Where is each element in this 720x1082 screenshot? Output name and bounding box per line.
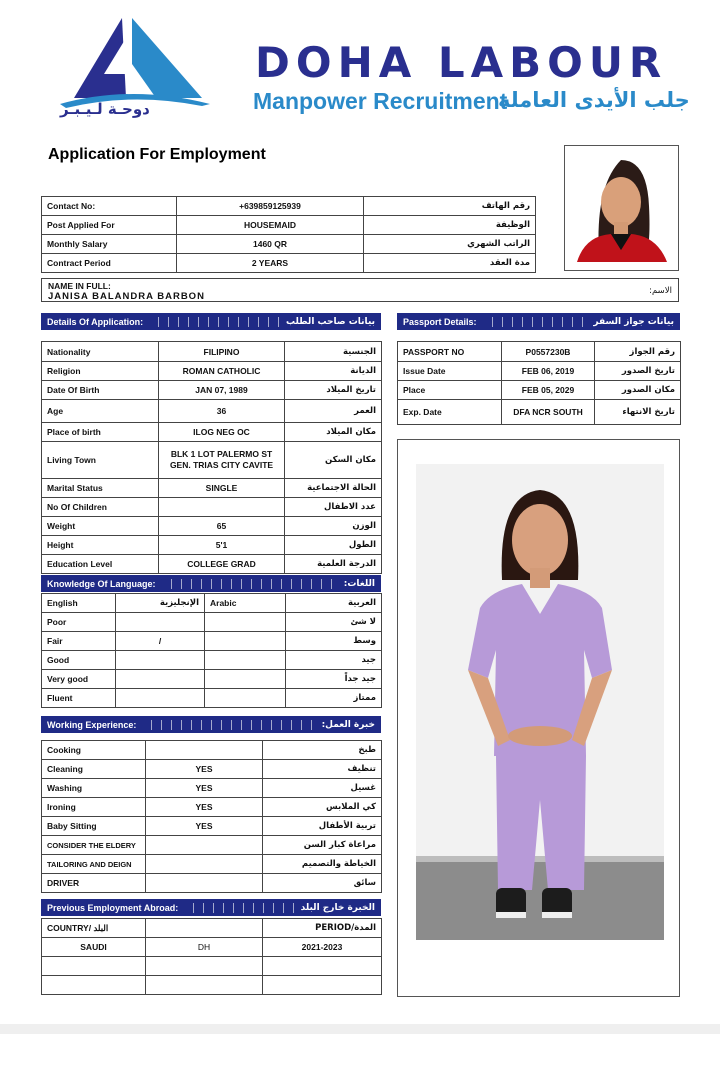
skill-label: Washing [42,779,146,798]
applicant-full-body-photo [397,439,680,997]
language-level-label-arabic: جيد [286,651,382,670]
language-row [42,632,382,651]
english-level-mark [116,613,205,632]
contact-table [41,196,536,273]
header-stripes [162,579,338,589]
passport-label: Issue Date [398,362,502,381]
arabic-label-arabic: العربية [286,594,382,613]
passport-value: P0557230B [502,342,595,362]
language-row [42,613,382,632]
passport-label-arabic: تاريخ الصدور [595,362,681,381]
skill-value [146,855,263,874]
previous-row [42,938,382,957]
previous-period: 2021-2023 [263,938,382,957]
language-header-row [42,594,382,613]
previous-city [146,957,263,976]
detail-label-arabic: العمر [285,400,382,423]
detail-label: Date Of Birth [42,381,159,400]
detail-label: No Of Children [42,498,159,517]
footer-strip [0,1024,720,1034]
skill-label-arabic: كي الملابس [263,798,382,817]
detail-row [42,381,382,400]
contact-label-arabic: الوظيفة [364,216,536,235]
detail-label-arabic: مكان السكن [285,442,382,479]
skill-label: Cooking [42,741,146,760]
detail-label: Education Level [42,555,159,574]
passport-row [398,400,681,425]
contact-row [42,235,536,254]
brand-subtitle-arabic: جلب الأيدى العاملة [498,88,690,112]
detail-label: Place of birth [42,423,159,442]
detail-label-arabic: الدرجة العلمية [285,555,382,574]
details-section-header [41,313,381,330]
contact-label: Contact No: [42,197,177,216]
full-name-label: NAME IN FULL: [48,281,111,291]
detail-row [42,536,382,555]
language-level-label: Very good [42,670,116,689]
contact-label: Contract Period [42,254,177,273]
detail-row [42,362,382,381]
previous-row [42,976,382,995]
language-level-label: Fair [42,632,116,651]
detail-row [42,479,382,498]
detail-row [42,342,382,362]
contact-row [42,254,536,273]
detail-row [42,400,382,423]
language-row [42,670,382,689]
detail-label: Living Town [42,442,159,479]
previous-city [146,976,263,995]
language-level-label-arabic: ممتاز [286,689,382,708]
header-stripes [142,720,315,730]
detail-row [42,423,382,442]
passport-row [398,381,681,400]
passport-value: FEB 05, 2029 [502,381,595,400]
work-title-arabic: خبرة العمل: [321,719,375,730]
skill-label-arabic: غسيل [263,779,382,798]
details-title-arabic: بيانات صاحب الطلب [285,316,375,327]
arabic-level-mark [205,670,286,689]
skill-label: CONSIDER THE ELDERY [42,836,146,855]
detail-value: 65 [159,517,285,536]
detail-value [159,498,285,517]
detail-label-arabic: الديانة [285,362,382,381]
arabic-level-mark [205,632,286,651]
detail-row [42,442,382,479]
previous-title-arabic: الخبرة خارج البلد [300,902,375,913]
skill-label-arabic: طبخ [263,741,382,760]
contact-label-arabic: الراتب الشهري [364,235,536,254]
passport-label: Exp. Date [398,400,502,425]
work-row [42,817,382,836]
passport-title-arabic: بيانات جواز السفر [593,316,674,327]
previous-title: Previous Employment Abroad: [47,902,179,913]
detail-label-arabic: تاريخ الميلاد [285,381,382,400]
full-name-box [41,278,679,302]
previous-header-row [42,919,382,938]
passport-label-arabic: مكان الصدور [595,381,681,400]
previous-country [42,957,146,976]
language-level-label-arabic: لا شئ [286,613,382,632]
detail-value: ILOG NEG OC [159,423,285,442]
work-table [41,740,382,893]
work-row [42,836,382,855]
language-level-label: Poor [42,613,116,632]
work-row [42,874,382,893]
language-level-label-arabic: جيد جداً [286,670,382,689]
skill-label: TAILORING AND DEIGN [42,855,146,874]
skill-value: YES [146,798,263,817]
detail-row [42,517,382,536]
skill-label-arabic: تربية الأطفال [263,817,382,836]
skill-label-arabic: تنظيف [263,760,382,779]
passport-title: Passport Details: [403,316,477,327]
skill-label-arabic: مراعاة كبار السن [263,836,382,855]
detail-label: Religion [42,362,159,381]
header-stripes [184,903,294,913]
detail-row [42,555,382,574]
full-name-label-arabic: الاسم: [649,286,672,296]
detail-label-arabic: الطول [285,536,382,555]
previous-row [42,957,382,976]
detail-label-arabic: الجنسية [285,342,382,362]
detail-label: Age [42,400,159,423]
english-label: English [42,594,116,613]
passport-value: DFA NCR SOUTH [502,400,595,425]
full-name-value: JANISA BALANDRA BARBON [48,291,205,302]
previous-period [263,976,382,995]
work-row [42,741,382,760]
arabic-level-mark [205,651,286,670]
detail-row [42,498,382,517]
english-label-arabic: الإنجليزية [116,594,205,613]
skill-value: YES [146,779,263,798]
logo-arabic-text: دوحـة لـيـبـر [60,100,150,118]
language-row [42,651,382,670]
work-section-header [41,716,381,733]
passport-label: PASSPORT NO [398,342,502,362]
skill-label: DRIVER [42,874,146,893]
language-table [41,593,382,708]
detail-label: Weight [42,517,159,536]
language-level-label: Fluent [42,689,116,708]
skill-value [146,874,263,893]
contact-value: HOUSEMAID [177,216,364,235]
header-stripes [483,317,588,327]
previous-country: SAUDI [42,938,146,957]
language-level-label: Good [42,651,116,670]
applicant-portrait-photo [564,145,679,271]
previous-city: DH [146,938,263,957]
work-row [42,798,382,817]
work-row [42,779,382,798]
previous-employment-table [41,918,382,995]
skill-label: Ironing [42,798,146,817]
empty-header [146,919,263,938]
skill-label-arabic: سائق [263,874,382,893]
detail-label-arabic: عدد الاطفال [285,498,382,517]
page-title: Application For Employment [48,146,266,163]
detail-value: ROMAN CATHOLIC [159,362,285,381]
language-title-arabic: اللغات: [343,578,375,589]
arabic-label: Arabic [205,594,286,613]
detail-label-arabic: مكان الميلاد [285,423,382,442]
work-title: Working Experience: [47,719,137,730]
english-level-mark: / [116,632,205,651]
country-header: COUNTRY/ البلد [42,919,146,938]
contact-value: +639859125939 [177,197,364,216]
contact-label-arabic: رقم الهاتف [364,197,536,216]
detail-value: COLLEGE GRAD [159,555,285,574]
contact-value: 2 YEARS [177,254,364,273]
contact-label-arabic: مدة العقد [364,254,536,273]
detail-label: Marital Status [42,479,159,498]
passport-row [398,362,681,381]
arabic-level-mark [205,613,286,632]
detail-label-arabic: الوزن [285,517,382,536]
detail-label: Height [42,536,159,555]
contact-label: Post Applied For [42,216,177,235]
passport-table [397,341,681,425]
details-table [41,341,382,574]
header-stripes [149,317,280,327]
arabic-level-mark [205,689,286,708]
skill-label: Cleaning [42,760,146,779]
language-row [42,689,382,708]
language-section-header [41,575,381,592]
skill-label: Baby Sitting [42,817,146,836]
detail-value: JAN 07, 1989 [159,381,285,400]
work-row [42,855,382,874]
period-header: PERIOD/المدة [263,919,382,938]
detail-label: Nationality [42,342,159,362]
detail-value: BLK 1 LOT PALERMO ST GEN. TRIAS CITY CAVITE [159,442,285,479]
english-level-mark [116,651,205,670]
passport-label-arabic: رقم الجواز [595,342,681,362]
detail-label-arabic: الحالة الاجتماعية [285,479,382,498]
english-level-mark [116,689,205,708]
skill-label-arabic: الخياطة والتصميم [263,855,382,874]
skill-value [146,741,263,760]
previous-period [263,957,382,976]
passport-value: FEB 06, 2019 [502,362,595,381]
language-title: Knowledge Of Language: [47,578,156,589]
passport-label: Place [398,381,502,400]
detail-value: FILIPINO [159,342,285,362]
contact-label: Monthly Salary [42,235,177,254]
passport-section-header [397,313,680,330]
details-title: Details Of Application: [47,316,144,327]
previous-section-header [41,899,381,916]
passport-row [398,342,681,362]
brand-name: DOHA LABOUR [255,38,668,87]
skill-value [146,836,263,855]
skill-value: YES [146,760,263,779]
contact-value: 1460 QR [177,235,364,254]
detail-value: 36 [159,400,285,423]
previous-country [42,976,146,995]
english-level-mark [116,670,205,689]
work-row [42,760,382,779]
brand-subtitle: Manpower Recruitment [253,88,508,114]
contact-row [42,216,536,235]
language-level-label-arabic: وسط [286,632,382,651]
contact-row [42,197,536,216]
detail-value: SINGLE [159,479,285,498]
skill-value: YES [146,817,263,836]
passport-label-arabic: تاريخ الانتهاء [595,400,681,425]
detail-value: 5'1 [159,536,285,555]
